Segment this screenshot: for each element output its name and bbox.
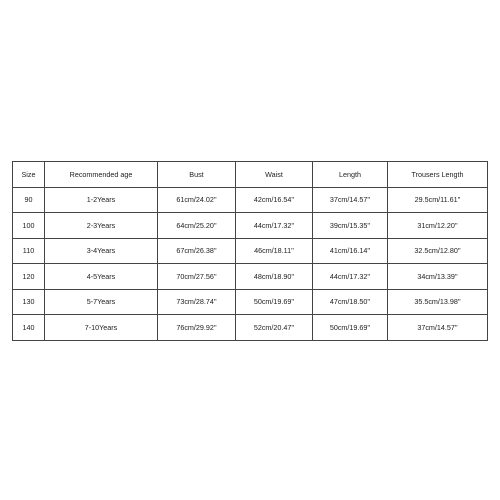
cell-trousers-length: 29.5cm/11.61'' [388,187,488,213]
cell-bust: 64cm/25.20'' [158,213,236,239]
table-row [13,187,488,213]
cell-length: 39cm/15.35'' [313,213,388,239]
cell-length: 47cm/18.50'' [313,289,388,315]
cell-recommended-age: 1-2Years [45,187,158,213]
cell-recommended-age: 3-4Years [45,238,158,264]
cell-size: 90 [13,187,45,213]
cell-waist: 50cm/19.69'' [236,289,313,315]
size-chart-table [12,161,488,341]
cell-size: 110 [13,238,45,264]
header-recommended-age: Recommended age [45,162,158,188]
cell-length: 37cm/14.57'' [313,187,388,213]
table-row [13,264,488,290]
cell-waist: 48cm/18.90'' [236,264,313,290]
cell-length: 41cm/16.14'' [313,238,388,264]
cell-recommended-age: 7-10Years [45,315,158,341]
cell-bust: 67cm/26.38'' [158,238,236,264]
header-length: Length [313,162,388,188]
cell-bust: 70cm/27.56'' [158,264,236,290]
header-bust: Bust [158,162,236,188]
cell-recommended-age: 4-5Years [45,264,158,290]
cell-size: 140 [13,315,45,341]
cell-recommended-age: 2-3Years [45,213,158,239]
cell-waist: 52cm/20.47'' [236,315,313,341]
cell-waist: 46cm/18.11'' [236,238,313,264]
cell-size: 100 [13,213,45,239]
cell-recommended-age: 5-7Years [45,289,158,315]
cell-size: 120 [13,264,45,290]
cell-bust: 76cm/29.92'' [158,315,236,341]
cell-trousers-length: 37cm/14.57'' [388,315,488,341]
table-row [13,238,488,264]
header-waist: Waist [236,162,313,188]
table-row [13,315,488,341]
table-row [13,213,488,239]
cell-size: 130 [13,289,45,315]
cell-trousers-length: 35.5cm/13.98'' [388,289,488,315]
header-size: Size [13,162,45,188]
cell-waist: 42cm/16.54'' [236,187,313,213]
table-header-row [13,162,488,188]
cell-length: 50cm/19.69'' [313,315,388,341]
table-row [13,289,488,315]
cell-trousers-length: 34cm/13.39'' [388,264,488,290]
cell-bust: 73cm/28.74'' [158,289,236,315]
cell-bust: 61cm/24.02'' [158,187,236,213]
cell-trousers-length: 31cm/12.20'' [388,213,488,239]
cell-waist: 44cm/17.32'' [236,213,313,239]
cell-trousers-length: 32.5cm/12.80'' [388,238,488,264]
header-trousers-length: Trousers Length [388,162,488,188]
cell-length: 44cm/17.32'' [313,264,388,290]
